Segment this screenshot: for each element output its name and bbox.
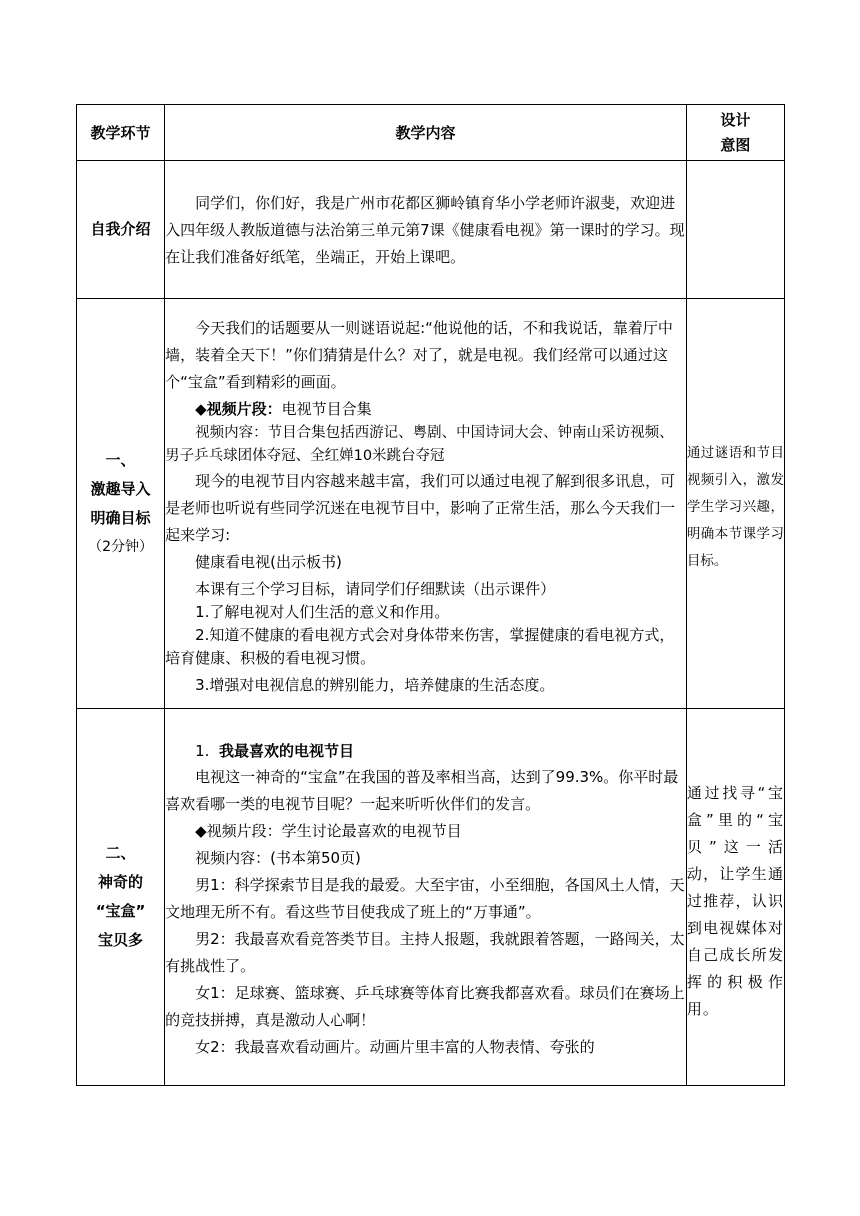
section2-boy1: 男1：科学探索节目是我的最爱。大至宇宙，小至细胞，各国风土人情，天文地理无所不有。看这些节目使我成了班上的“万事通”。	[165, 875, 685, 921]
section2-heading	[165, 738, 686, 764]
section1-video-desc: 视频内容：节目合集包括西游记、粤剧、中国诗词大会、钟南山采访视频、男子乒乓球团体夺冠、全红婵10米跳台夺冠	[165, 425, 674, 464]
intro-design	[686, 161, 784, 299]
header-design-line1: 设计	[720, 110, 751, 129]
section1-row	[77, 299, 785, 709]
section2-video: ◆视频片段：学生讨论最喜欢的电视节目	[195, 821, 462, 840]
section1-goal-1: 1.了解电视对人们生活的意义和作用。	[195, 603, 450, 621]
section2-stage-num: 二、	[105, 844, 136, 862]
section1-video-marker: ◆视频片段：	[195, 400, 282, 418]
section2-boy2: 男2：我最喜欢看竞答类节目。主持人报题，我就跟着答题，一路闯关，太有挑战性了。	[165, 929, 685, 975]
section1-content	[165, 299, 687, 709]
header-stage: 教学环节	[77, 105, 165, 161]
intro-content	[165, 161, 687, 299]
section1-goal-3: 3.增强对电视信息的辨别能力，培养健康的生活态度。	[195, 676, 555, 694]
section1-riddle: 今天我们的话题要从一则谜语说起:“他说他的话，不和我说话，靠着厅中墙，装着全天下！”你们猜猜是什么？对了，就是电视。我们经常可以通过这个“宝盒”看到精彩的画面。	[165, 319, 673, 391]
section1-board: 健康看电视(出示板书)	[195, 553, 342, 571]
header-row	[77, 105, 785, 161]
section2-stage	[77, 709, 165, 1086]
section2-row	[77, 709, 785, 1086]
section2-girl2: 女2：我最喜欢看动画片。动画片里丰富的人物表情、夸张的	[195, 1037, 595, 1056]
section2-design: 通过找寻“宝盒”里的“宝贝”这一活动，让学生通过推荐，认识到电视媒体对自己成长所发挥的积极作用。	[686, 709, 784, 1086]
section2-stage-title2: “宝盒”	[95, 902, 146, 920]
section1-design: 通过谜语和节目视频引入，激发学生学习兴趣，明确本节课学习目标。	[686, 299, 784, 709]
intro-paragraph: 同学们，你们好，我是广州市花都区狮岭镇育华小学老师许淑斐，欢迎进入四年级人教版道德与法治第三单元第7课《健康看电视》第一课时的学习。现在让我们准备好纸笔，坐端正，开始上课吧。	[165, 194, 685, 266]
section2-stage-title1: 神奇的	[98, 873, 144, 891]
lesson-plan-table	[76, 104, 785, 1086]
header-design	[686, 105, 784, 161]
section1-stage-duration: （2分钟）	[88, 538, 154, 555]
header-content: 教学内容	[165, 105, 687, 161]
section1-goals-intro: 本课有三个学习目标，请同学们仔细默读（出示课件）	[195, 580, 556, 598]
section2-content	[165, 709, 687, 1086]
section2-intro: 电视这一神奇的“宝盒”在我国的普及率相当高，达到了99.3%。你平时最喜欢看哪一类的电视节目呢？一起来听听伙伴们的发言。	[165, 767, 679, 813]
section1-video	[165, 396, 686, 422]
section1-stage-num: 一、	[105, 450, 136, 469]
section1-stage-title1: 激趣导入	[90, 479, 151, 498]
section2-video-desc: 视频内容：(书本第50页)	[195, 848, 361, 867]
intro-stage: 自我介绍	[77, 161, 165, 299]
section1-stage-title2: 明确目标	[90, 508, 151, 527]
section1-stage	[77, 299, 165, 709]
section2-heading-text: 我最喜欢的电视节目	[218, 741, 354, 760]
section1-transition: 现今的电视节目内容越来越丰富，我们可以通过电视了解到很多讯息，可是老师也听说有些同学沉迷在电视节目中，影响了正常生活，那么今天我们一起来学习:	[165, 472, 676, 544]
section1-goal-2: 2.知道不健康的看电视方式会对身体带来伤害，掌握健康的看电视方式，培育健康、积极的看电视习惯。	[165, 626, 675, 667]
section2-heading-num: 1.	[195, 741, 210, 760]
section1-video-title: 电视节目合集	[281, 400, 372, 418]
intro-row	[77, 161, 785, 299]
header-design-line2: 意图	[720, 135, 751, 154]
section2-girl1: 女1：足球赛、篮球赛、乒乓球赛等体育比赛我都喜欢看。球员们在赛场上的竞技拼搏，真是激动人心啊！	[165, 983, 685, 1029]
section2-stage-title3: 宝贝多	[98, 931, 144, 949]
